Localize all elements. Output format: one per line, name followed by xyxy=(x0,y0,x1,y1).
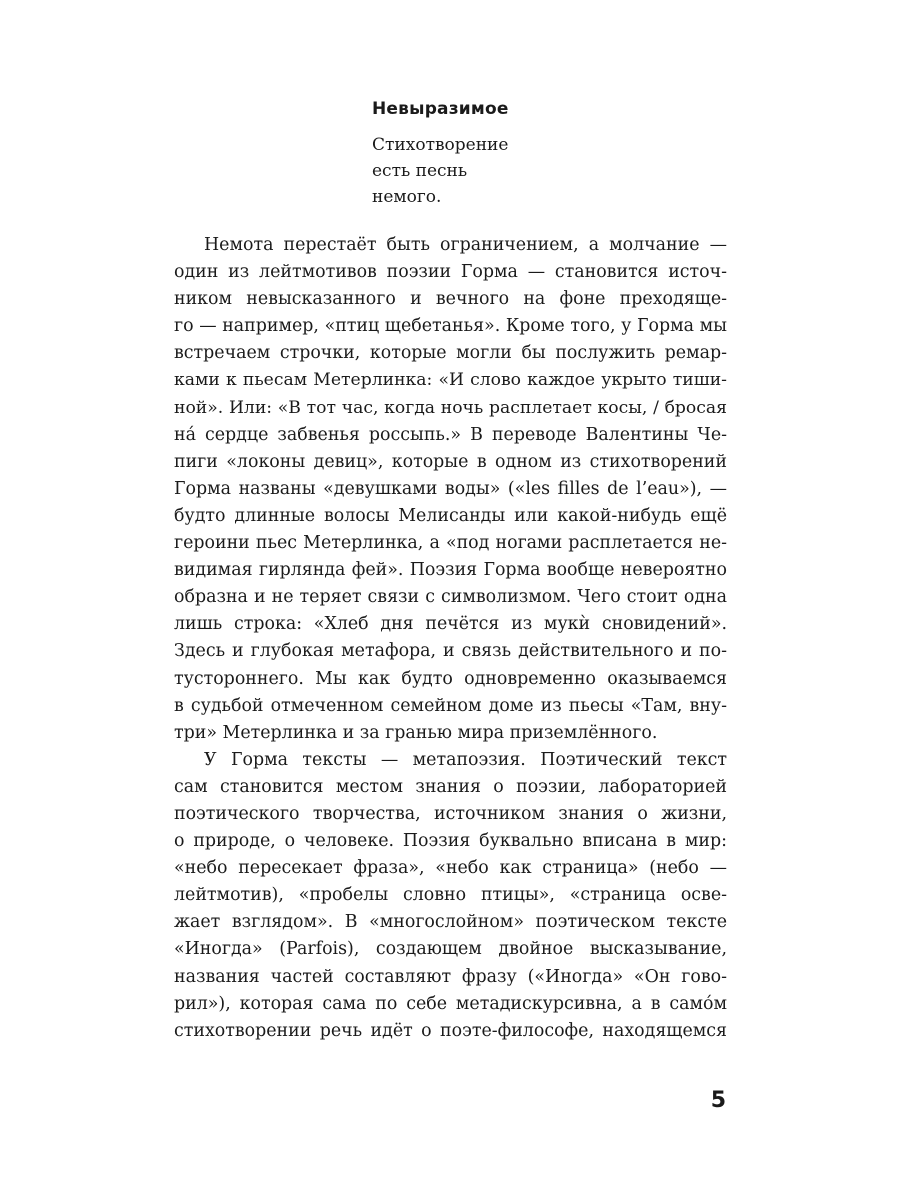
paragraph-1 xyxy=(174,232,727,747)
text-line: «небо пересекает фраза», «небо как страница» (небо — xyxy=(174,858,727,879)
text-line: ником невысказанного и вечного на фоне преходяще- xyxy=(174,289,727,310)
text-line: ками к пьесам Метерлинка: «И слово каждое укрыто тиши- xyxy=(174,370,727,391)
text-line: «Иногда» (Parfois), создающем двойное высказывание, xyxy=(174,939,727,960)
text-line: лишь строка: «Хлеб дня печётся из мукѝ сновидений». xyxy=(174,614,727,635)
text-line: жает взглядом». В «многослойном» поэтическом тексте xyxy=(174,912,727,933)
epigraph-title: Невыразимое xyxy=(372,99,509,119)
epigraph xyxy=(372,96,632,210)
text-line: названия частей составляют фразу («Иногда» «Он гово- xyxy=(174,966,727,987)
text-line: один из лейтмотивов поэзии Горма — становится источ- xyxy=(174,262,727,283)
paragraph-2 xyxy=(174,747,727,1045)
text-line: о природе, о человеке. Поэзия буквально вписана в мир: xyxy=(174,831,727,852)
text-line: образна и не теряет связи с символизмом. Чего стоит одна xyxy=(174,587,727,608)
text-line: три» Метерлинка и за гранью мира приземлённого. xyxy=(174,722,658,743)
text-line: Горма названы «девушками воды» («les filles de l’eau»), — xyxy=(174,478,727,499)
text-line: тустороннего. Мы как будто одновременно оказываемся xyxy=(174,668,727,689)
text-line: рил»), которая сама по себе метадискурсивна, а в самóм xyxy=(174,993,727,1014)
body-text xyxy=(174,232,727,1045)
text-line: стихотворении речь идёт о поэте-философе, находящемся xyxy=(174,1020,727,1041)
text-line: пиги «локоны девиц», которые в одном из стихотворений xyxy=(174,451,727,472)
epigraph-line: есть песнь xyxy=(372,161,468,181)
epigraph-line: Стихотворение xyxy=(372,135,509,155)
epigraph-line: немого. xyxy=(372,187,442,207)
text-line: поэтического творчества, источником знания о жизни, xyxy=(174,803,727,824)
text-line: ной». Или: «В тот час, когда ночь расплетает косы, / бросая xyxy=(174,397,727,418)
text-line: будто длинные волосы Мелисанды или какой-нибудь ещё xyxy=(174,505,727,526)
text-line: У Горма тексты — метапоэзия. Поэтический текст xyxy=(204,749,727,770)
text-line: встречаем строчки, которые могли бы послужить ремар- xyxy=(174,343,727,364)
text-line: сам становится местом знания о поэзии, лабораторией xyxy=(174,776,727,797)
text-line: нá сердце забвенья россыпь.» В переводе Валентины Че- xyxy=(174,424,727,445)
text-line: героини пьес Метерлинка, а «под ногами расплетается не- xyxy=(174,533,727,554)
text-line: видимая гирлянда фей». Поэзия Горма вообще невероятно xyxy=(174,560,727,581)
text-line: лейтмотив), «пробелы словно птицы», «страница осве- xyxy=(174,885,727,906)
page-number: 5 xyxy=(710,1088,726,1113)
text-line: Здесь и глубокая метафора, и связь действительного и по- xyxy=(174,641,727,662)
text-line: в судьбой отмеченном семейном доме из пьесы «Там, вну- xyxy=(174,695,727,716)
text-line: Немота перестаёт быть ограничением, а молчание — xyxy=(204,235,727,255)
text-line: го — например, «птиц щебетанья». Кроме того, у Горма мы xyxy=(174,316,727,337)
